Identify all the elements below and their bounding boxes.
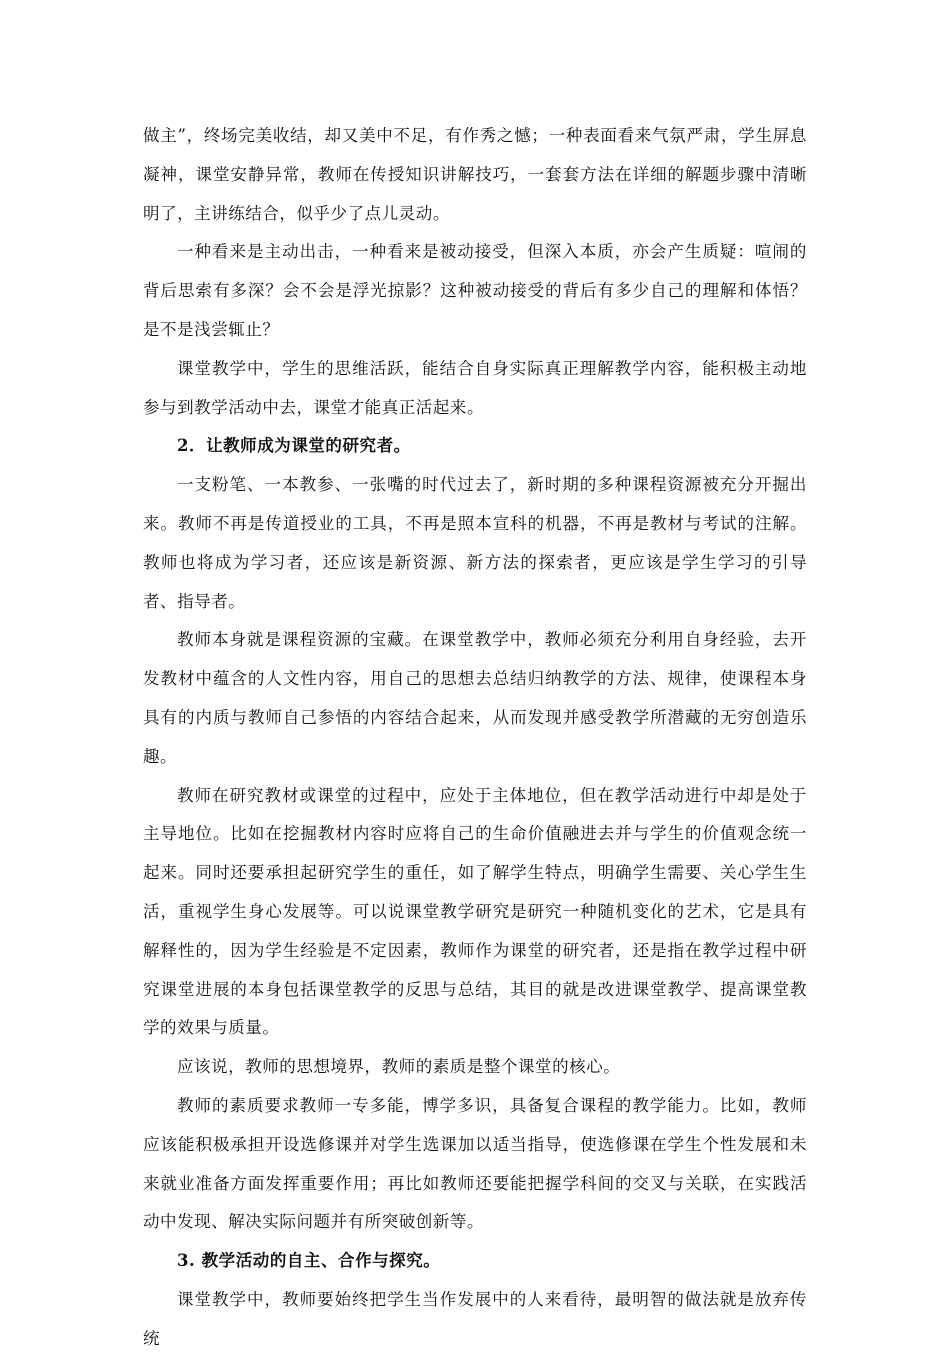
body-paragraph: 课堂教学中，教师要始终把学生当作发展中的人来看待，最明智的做法就是放弃传统 [143,1289,807,1348]
body-paragraph: 教师的素质要求教师一专多能，博学多识，具备复合课程的教学能力。比如，教师应该能积极承担开设选修课并对学生选课加以适当指导，使选修课在学生个性发展和未来就业准备方面发挥重要作用；再比如教师还要能把握学科间的交叉与关联，在实践活动中发现、解决实际问题并有所突破创新等。 [143,1095,807,1232]
body-paragraph: 一种看来是主动出击，一种看来是被动接受，但深入本质，亦会产生质疑：喧闹的背后思索有多深？会不会是浮光掠影？这种被动接受的背后有多少自己的理解和体悟？是不是浅尝辄止？ [143,242,807,339]
section-heading: 3. 教学活动的自主、合作与探究。 [177,1251,441,1271]
body-paragraph: 教师本身就是课程资源的宝藏。在课堂教学中，教师必须充分利用自身经验，去开发教材中蕴含的人文性内容，用自己的思想去总结归纳教学的方法、规律，使课程本身具有的内质与教师自己参悟的内容结合起来，从而发现并感受教学所潜藏的无穷创造乐趣。 [143,630,807,766]
body-paragraph: 做主”，终场完美收结，却又美中不足，有作秀之憾；一种表面看来气氛严肃，学生屏息凝神，课堂安静异常，教师在传授知识讲解技巧，一套套方法在详细的解题步骤中清晰明了，主讲练结合，似乎少了点儿灵动。 [143,126,807,223]
body-paragraph: 一支粉笔、一本教参、一张嘴的时代过去了，新时期的多种课程资源被充分开掘出来。教师不再是传道授业的工具，不再是照本宣科的机器，不再是教材与考试的注解。教师也将成为学习者，还应该是新资源、新方法的探索者，更应该是学生学习的引导者、指导者。 [143,475,807,611]
section-heading: 2．让教师成为课堂的研究者。 [177,436,411,456]
body-paragraph: 课堂教学中，学生的思维活跃，能结合自身实际真正理解教学内容，能积极主动地参与到教学活动中去，课堂才能真正活起来。 [143,358,807,417]
body-paragraph: 应该说，教师的思想境界，教师的素质是整个课堂的核心。 [177,1057,621,1077]
body-paragraph: 教师在研究教材或课堂的过程中，应处于主体地位，但在教学活动进行中却是处于主导地位。比如在挖掘教材内容时应将自己的生命价值融进去并与学生的价值观念统一起来。同时还要承担起研究学生的重任，如了解学生特点，明确学生需要、关心学生生活，重视学生身心发展等。可以说课堂教学研究是研究一种随机变化的艺术，它是具有解释性的，因为学生经验是不定因素，教师作为课堂的研究者，还是指在教学过程中研究课堂进展的本身包括课堂教学的反思与总结，其目的就是改进课堂教学、提高课堂教学的效果与质量。 [143,785,807,1038]
